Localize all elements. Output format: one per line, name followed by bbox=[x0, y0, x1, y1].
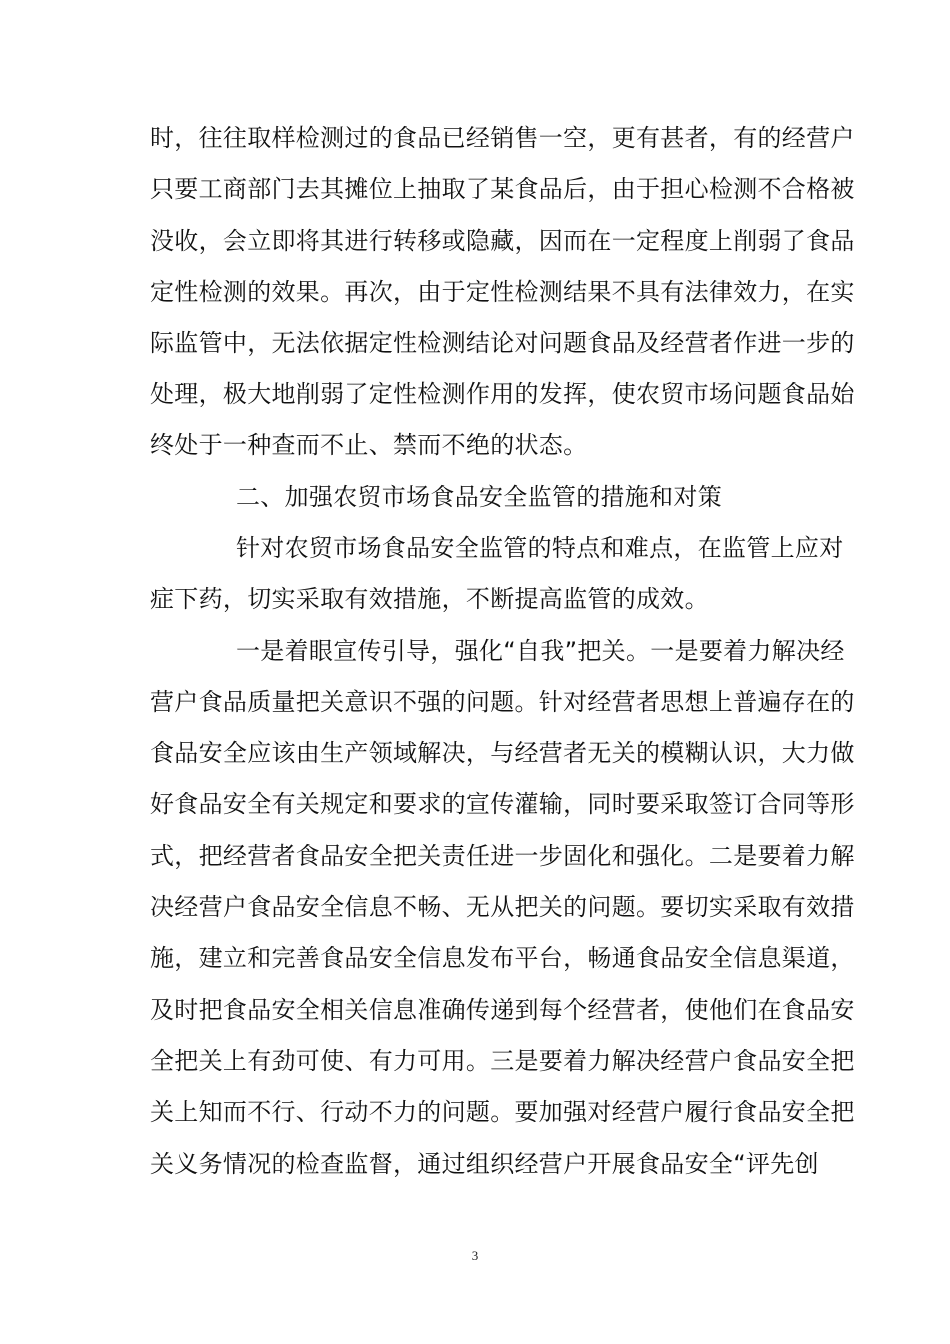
text-line: 施，建立和完善食品安全信息发布平台，畅通食品安全信息渠道， bbox=[150, 944, 855, 972]
text-line: 症下药，切实采取有效措施，不断提高监管的成效。 bbox=[150, 585, 709, 613]
section-heading: 二、加强农贸市场食品安全监管的措施和对策 bbox=[236, 483, 722, 511]
text-line: 全把关上有劲可使、有力可用。三是要着力解决经营户食品安全把 bbox=[150, 1047, 855, 1075]
text-line: 终处于一种查而不止、禁而不绝的状态。 bbox=[150, 431, 588, 459]
text-line: 关义务情况的检查监督，通过组织经营户开展食品安全“评先创 bbox=[150, 1150, 819, 1178]
text-line: 际监管中，无法依据定性检测结论对问题食品及经营者作进一步的 bbox=[150, 329, 855, 357]
text-line: 决经营户食品安全信息不畅、无从把关的问题。要切实采取有效措 bbox=[150, 893, 855, 921]
text-line: 时，往往取样检测过的食品已经销售一空，更有甚者，有的经营户 bbox=[150, 124, 855, 152]
text-line: 只要工商部门去其摊位上抽取了某食品后，由于担心检测不合格被 bbox=[150, 175, 855, 203]
text-line: 食品安全应该由生产领域解决，与经营者无关的模糊认识，大力做 bbox=[150, 739, 855, 767]
text-line: 一是着眼宣传引导，强化“自我”把关。一是要着力解决经 bbox=[236, 637, 845, 665]
text-line: 没收，会立即将其进行转移或隐藏，因而在一定程度上削弱了食品 bbox=[150, 227, 855, 255]
text-line: 好食品安全有关规定和要求的宣传灌输，同时要采取签订合同等形 bbox=[150, 790, 855, 818]
text-line: 营户食品质量把关意识不强的问题。针对经营者思想上普遍存在的 bbox=[150, 688, 855, 716]
text-line: 针对农贸市场食品安全监管的特点和难点，在监管上应对 bbox=[236, 534, 844, 562]
text-line: 式，把经营者食品安全把关责任进一步固化和强化。二是要着力解 bbox=[150, 842, 855, 870]
text-line: 定性检测的效果。再次，由于定性检测结果不具有法律效力，在实 bbox=[150, 278, 855, 306]
page-number: 3 bbox=[471, 1248, 479, 1263]
text-line: 及时把食品安全相关信息准确传递到每个经营者，使他们在食品安 bbox=[150, 996, 855, 1024]
text-line: 处理，极大地削弱了定性检测作用的发挥，使农贸市场问题食品始 bbox=[150, 380, 855, 408]
text-line: 关上知而不行、行动不力的问题。要加强对经营户履行食品安全把 bbox=[150, 1098, 855, 1126]
